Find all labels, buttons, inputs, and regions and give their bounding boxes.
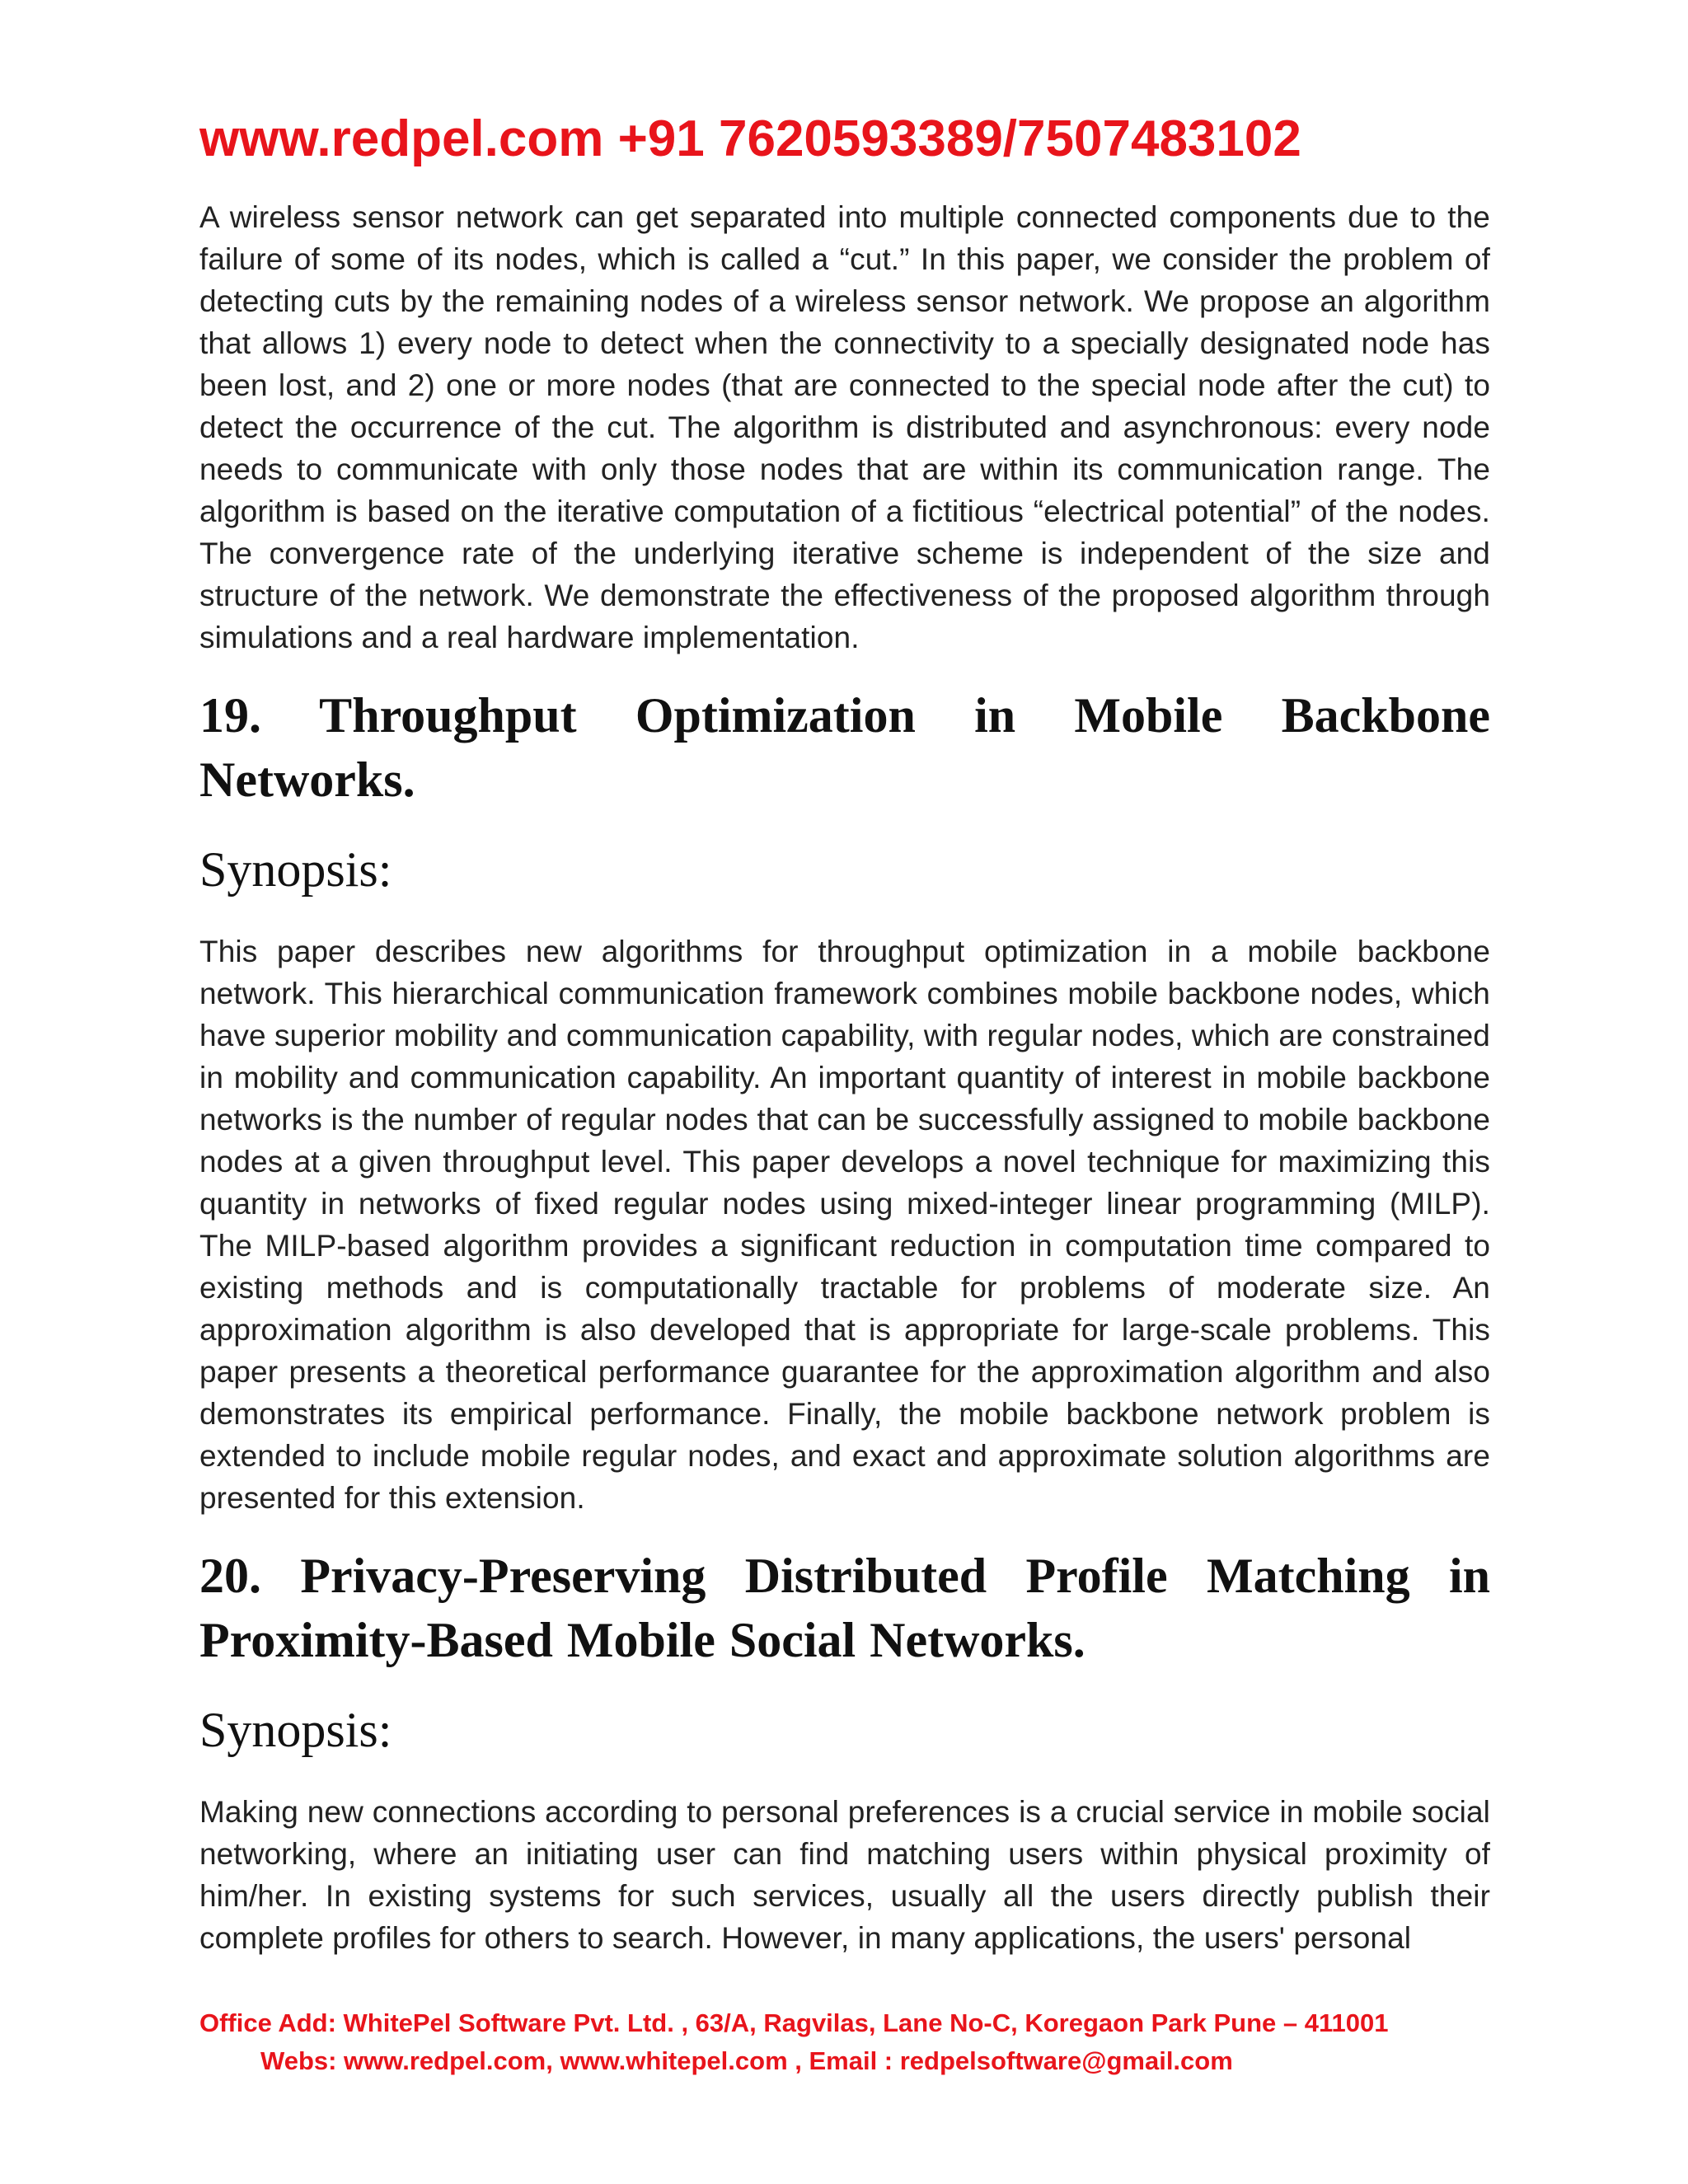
synopsis-paragraph-20: Making new connections according to personal preferences is a crucial service in mobile social networking, where an initiating user can find matching users within physical proximity of him/her. In existing systems for such services, usually all the users directly publish their complete profiles for others to search. However, in many applications, the users' personal [199,1795,1490,1955]
page-footer [199,2004,1502,2080]
synopsis-label-20: Synopsis: [199,1703,392,1757]
intro-paragraph: A wireless sensor network can get separated into multiple connected components due to the failure of some of its nodes, which is called a “cut.” In this paper, we consider the problem of detecting cuts by the remaining nodes of a wireless sensor network. We propose an algorithm that allows 1) every node to detect when the connectivity to a specially designated node has been lost, and 2) one or more nodes (that are connected to the special node after the cut) to detect the occurrence of the cut. The algorithm is distributed and asynchronous: every node needs to communicate with only those nodes that are within its communication range. The algorithm is based on the iterative computation of a fictitious “electrical potential” of the nodes. The convergence rate of the underlying iterative scheme is independent of the size and structure of the network. We demonstrate the effectiveness of the proposed algorithm through simulations and a real hardware implementation. [199,200,1490,654]
footer-office-address: Office Add: WhitePel Software Pvt. Ltd. , 63/A, Ragvilas, Lane No-C, Koregaon Park Pune – 411001 [199,2008,1389,2037]
footer-webs-email: Webs: www.redpel.com, www.whitepel.com , Email : redpelsoftware@gmail.com [260,2046,1233,2075]
synopsis-paragraph-19: This paper describes new algorithms for throughput optimization in a mobile backbone network. This hierarchical communication framework combines mobile backbone nodes, which have superior mobility and communication capability, with regular nodes, which are constrained in mobility and communication capability. An important quantity of interest in mobile backbone networks is the number of regular nodes that can be successfully assigned to mobile backbone nodes at a given throughput level. This paper develops a novel technique for maximizing this quantity in networks of fixed regular nodes using mixed-integer linear programming (MILP). The MILP-based algorithm provides a significant reduction in computation time compared to existing methods and is computationally tractable for problems of moderate size. An approximation algorithm is also developed that is appropriate for large-scale problems. This paper presents a theoretical performance guarantee for the approximation algorithm and also demonstrates its empirical performance. Finally, the mobile backbone network problem is extended to include mobile regular nodes, and exact and approximate solution algorithms are presented for this extension. [199,935,1490,1515]
heading-item-20: 20. Privacy-Preserving Distributed Profile Matching in Proximity-Based Mobile Social Networks. [199,1549,1490,1667]
synopsis-label-19: Synopsis: [199,842,392,897]
page-content [199,196,1490,1959]
heading-item-19: 19. Throughput Optimization in Mobile Backbone Networks. [199,688,1490,807]
header-contact-line: www.redpel.com +91 7620593389/7507483102 [199,110,1301,167]
